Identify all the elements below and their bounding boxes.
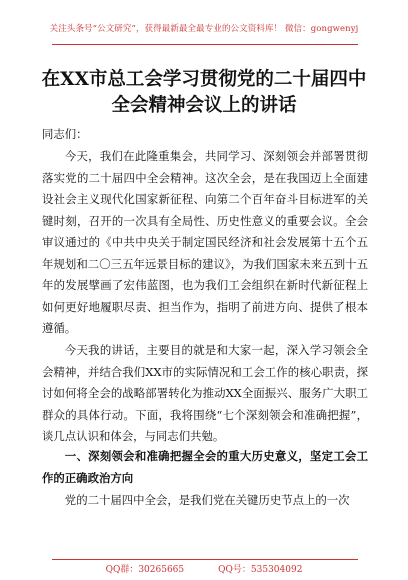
document-title: 在XX市总工会学习贯彻党的二十届四中全会精神会议上的讲话 <box>41 69 367 116</box>
paragraph-3: 党的二十届四中全会，是我们党在关键历史节点上的一次 <box>64 493 350 507</box>
header-banner <box>0 22 408 34</box>
paragraph-1: 今天，我们在此隆重集会，共同学习、深刻领会并部署贯彻落实党的二十届四中全会精神。这次全会，是在我国迈上全面建设社会主义现代化国家新征程、向第二个百年奋斗目标进军的关键时刻，召开的一次具有全局性、历史性意义的重要会议。全会审议通过的《中共中央关于制定国民经济和社会发展第十五个五年规划和二〇三五年远景目标的建议》，为我们国家未来五到十五年的发展擘画了宏伟蓝图，也为我们工会组织在新时代新征程上如何更好地履职尽责、担当作为，指明了前进方向、提供了根本遵循。 <box>42 149 368 335</box>
header-divider <box>52 44 358 45</box>
paragraph-2: 今天我的讲话，主要目的就是和大家一起，深入学习领会全会精神，并结合我们XX市的实际情况和工会工作的核心职责，探讨如何将全会的战略部署转化为推动XX全面振兴、服务广大职工群众的具体行动。下面，我将围绕“七个深刻领会和准确把握”，谈几点认识和体会，与同志们共勉。 <box>42 343 368 443</box>
footer <box>0 562 408 575</box>
section-heading-1: 一、深刻领会和准确把握全会的重大历史意义，坚定工会工作的正确政治方向 <box>42 449 368 485</box>
footer-divider <box>52 559 358 560</box>
footer-qq: QQ号：535304092 <box>218 565 303 575</box>
header-banner-text: 关注头条号“公文研究”，获得最新最全最专业的公文资料库！ 微信：gongwenyj <box>49 24 359 34</box>
salutation: 同志们： <box>42 127 88 141</box>
footer-qq-group: QQ群：30265665 <box>105 565 185 575</box>
